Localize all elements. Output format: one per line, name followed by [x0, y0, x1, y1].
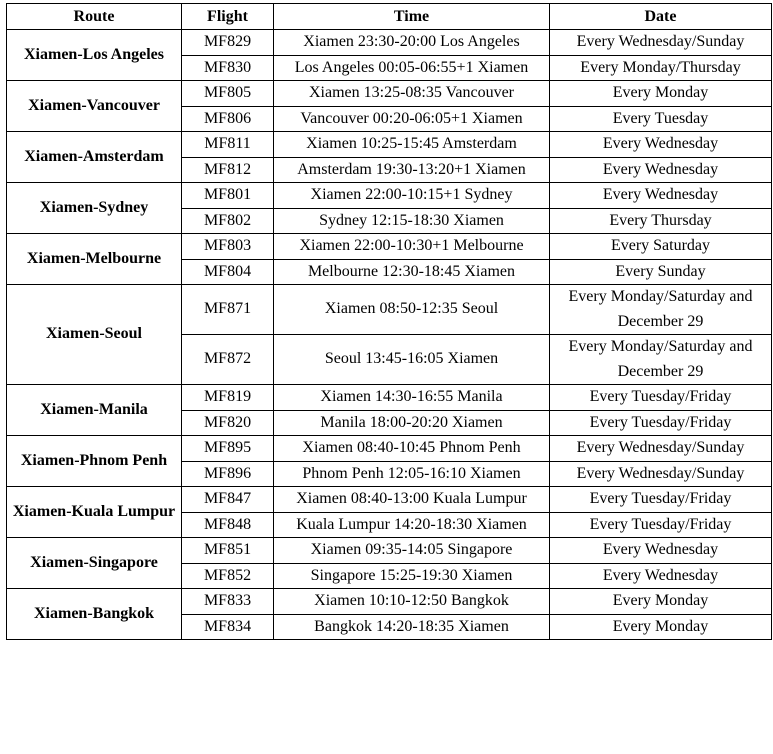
date-cell: Every Monday/Saturday and December 29 — [550, 335, 772, 385]
table-row — [7, 487, 772, 513]
date-cell: Every Wednesday — [550, 132, 772, 158]
time-cell: Amsterdam 19:30-13:20+1 Xiamen — [274, 157, 550, 183]
route-cell: Xiamen-Kuala Lumpur — [7, 487, 182, 538]
flight-cell: MF848 — [182, 512, 274, 538]
time-cell: Kuala Lumpur 14:20-18:30 Xiamen — [274, 512, 550, 538]
time-cell: Phnom Penh 12:05-16:10 Xiamen — [274, 461, 550, 487]
time-cell: Seoul 13:45-16:05 Xiamen — [274, 335, 550, 385]
header-date: Date — [550, 4, 772, 30]
time-cell: Bangkok 14:20-18:35 Xiamen — [274, 614, 550, 640]
table-row — [7, 183, 772, 209]
time-cell: Xiamen 10:25-15:45 Amsterdam — [274, 132, 550, 158]
table-row — [7, 538, 772, 564]
flight-cell: MF803 — [182, 234, 274, 260]
flight-cell: MF829 — [182, 30, 274, 56]
time-cell: Xiamen 13:25-08:35 Vancouver — [274, 81, 550, 107]
date-cell: Every Wednesday — [550, 538, 772, 564]
time-cell: Xiamen 08:40-10:45 Phnom Penh — [274, 436, 550, 462]
route-cell: Xiamen-Bangkok — [7, 589, 182, 640]
date-cell: Every Wednesday/Sunday — [550, 30, 772, 56]
flight-cell: MF834 — [182, 614, 274, 640]
date-cell: Every Wednesday — [550, 157, 772, 183]
time-cell: Melbourne 12:30-18:45 Xiamen — [274, 259, 550, 285]
route-cell: Xiamen-Phnom Penh — [7, 436, 182, 487]
flight-cell: MF801 — [182, 183, 274, 209]
flight-cell: MF871 — [182, 285, 274, 335]
header-time: Time — [274, 4, 550, 30]
date-cell: Every Wednesday — [550, 183, 772, 209]
time-cell: Sydney 12:15-18:30 Xiamen — [274, 208, 550, 234]
route-cell: Xiamen-Amsterdam — [7, 132, 182, 183]
date-cell: Every Monday/Thursday — [550, 55, 772, 81]
flight-cell: MF895 — [182, 436, 274, 462]
date-cell: Every Tuesday/Friday — [550, 385, 772, 411]
flight-cell: MF896 — [182, 461, 274, 487]
route-cell: Xiamen-Vancouver — [7, 81, 182, 132]
table-row — [7, 589, 772, 615]
flight-cell: MF812 — [182, 157, 274, 183]
date-cell: Every Wednesday/Sunday — [550, 461, 772, 487]
flight-cell: MF805 — [182, 81, 274, 107]
header-flight: Flight — [182, 4, 274, 30]
date-cell: Every Tuesday/Friday — [550, 487, 772, 513]
table-row — [7, 385, 772, 411]
flight-schedule-table — [6, 3, 772, 640]
flight-cell: MF872 — [182, 335, 274, 385]
flight-cell: MF806 — [182, 106, 274, 132]
flight-cell: MF802 — [182, 208, 274, 234]
flight-cell: MF820 — [182, 410, 274, 436]
table-row — [7, 30, 772, 56]
time-cell: Xiamen 14:30-16:55 Manila — [274, 385, 550, 411]
time-cell: Xiamen 08:40-13:00 Kuala Lumpur — [274, 487, 550, 513]
table-row — [7, 285, 772, 335]
route-cell: Xiamen-Los Angeles — [7, 30, 182, 81]
time-cell: Xiamen 23:30-20:00 Los Angeles — [274, 30, 550, 56]
table-row — [7, 436, 772, 462]
flight-cell: MF851 — [182, 538, 274, 564]
time-cell: Vancouver 00:20-06:05+1 Xiamen — [274, 106, 550, 132]
route-cell: Xiamen-Seoul — [7, 285, 182, 385]
date-cell: Every Wednesday — [550, 563, 772, 589]
table-row — [7, 81, 772, 107]
header-row — [7, 4, 772, 30]
date-cell: Every Saturday — [550, 234, 772, 260]
date-cell: Every Tuesday/Friday — [550, 512, 772, 538]
date-cell: Every Tuesday/Friday — [550, 410, 772, 436]
flight-cell: MF847 — [182, 487, 274, 513]
date-cell: Every Monday — [550, 81, 772, 107]
route-cell: Xiamen-Sydney — [7, 183, 182, 234]
date-cell: Every Tuesday — [550, 106, 772, 132]
flight-cell: MF811 — [182, 132, 274, 158]
flight-cell: MF804 — [182, 259, 274, 285]
schedule-body — [7, 30, 772, 640]
time-cell: Xiamen 22:00-10:15+1 Sydney — [274, 183, 550, 209]
flight-cell: MF830 — [182, 55, 274, 81]
time-cell: Xiamen 10:10-12:50 Bangkok — [274, 589, 550, 615]
date-cell: Every Monday — [550, 589, 772, 615]
header-route: Route — [7, 4, 182, 30]
flight-cell: MF852 — [182, 563, 274, 589]
flight-cell: MF833 — [182, 589, 274, 615]
time-cell: Xiamen 22:00-10:30+1 Melbourne — [274, 234, 550, 260]
time-cell: Xiamen 08:50-12:35 Seoul — [274, 285, 550, 335]
date-cell: Every Sunday — [550, 259, 772, 285]
time-cell: Manila 18:00-20:20 Xiamen — [274, 410, 550, 436]
table-row — [7, 234, 772, 260]
date-cell: Every Monday/Saturday and December 29 — [550, 285, 772, 335]
date-cell: Every Monday — [550, 614, 772, 640]
route-cell: Xiamen-Singapore — [7, 538, 182, 589]
route-cell: Xiamen-Manila — [7, 385, 182, 436]
flight-cell: MF819 — [182, 385, 274, 411]
table-row — [7, 132, 772, 158]
time-cell: Singapore 15:25-19:30 Xiamen — [274, 563, 550, 589]
route-cell: Xiamen-Melbourne — [7, 234, 182, 285]
date-cell: Every Wednesday/Sunday — [550, 436, 772, 462]
time-cell: Los Angeles 00:05-06:55+1 Xiamen — [274, 55, 550, 81]
date-cell: Every Thursday — [550, 208, 772, 234]
time-cell: Xiamen 09:35-14:05 Singapore — [274, 538, 550, 564]
